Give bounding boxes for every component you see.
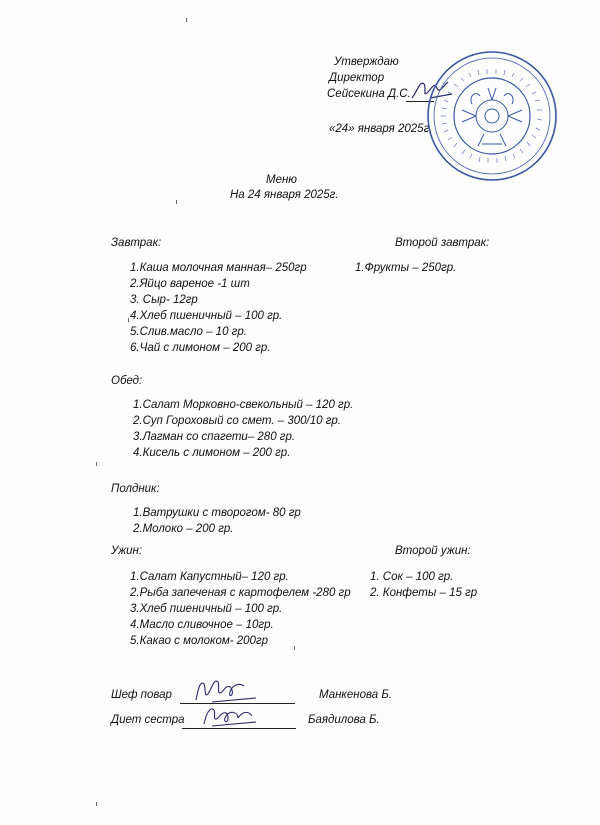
- approval-date: «24» января 2025г.: [329, 123, 433, 135]
- chef-name: Манкенова Б.: [319, 689, 393, 701]
- second-dinner-item: 1. Сок – 100 гр.: [370, 571, 454, 583]
- scan-speck: [96, 802, 97, 806]
- snack-label: Полдник:: [111, 483, 160, 495]
- lunch-item: 2.Суп Гороховый со смет. – 300/10 гр.: [133, 415, 341, 427]
- menu-title: Меню: [266, 174, 297, 186]
- official-seal: [424, 48, 560, 184]
- second-dinner-list: [370, 569, 477, 601]
- dinner-item: 3.Хлеб пшеничный – 100 гр.: [130, 603, 283, 615]
- breakfast-item: 5.Слив.масло – 10 гр.: [130, 326, 247, 338]
- chef-role: Шеф повар: [111, 689, 172, 701]
- lunch-item: 4.Кисель с лимоном – 200 гр.: [133, 447, 291, 459]
- dinner-list: [130, 569, 351, 649]
- breakfast-item: 4.Хлеб пшеничный – 100 гр.: [130, 310, 283, 322]
- second-breakfast-item: 1.Фрукты – 250гр.: [355, 262, 457, 274]
- dinner-label: Ужин:: [111, 545, 143, 557]
- dinner-item: 4.Масло сливочное – 10гр.: [130, 619, 274, 631]
- breakfast-list: [130, 260, 307, 356]
- dinner-item: 5.Какао с молоком- 200гр: [130, 635, 269, 647]
- menu-date: На 24 января 2025г.: [230, 189, 339, 201]
- scan-speck: [186, 18, 187, 22]
- scan-speck: [294, 646, 295, 650]
- dinner-item: 1.Салат Капустный– 120 гр.: [130, 571, 289, 583]
- dinner-item: 2.Рыба запеченая с картофелем -280 гр: [130, 587, 351, 599]
- nurse-name: Баядилова Б.: [308, 714, 380, 726]
- snack-list: [133, 505, 301, 537]
- approval-approve: Утверждаю: [334, 56, 399, 68]
- breakfast-item: 2.Яйцо вареное -1 шт: [130, 278, 250, 290]
- nurse-role: Диет сестра: [111, 714, 185, 726]
- second-dinner-item: 2. Конфеты – 15 гр: [370, 587, 478, 599]
- lunch-label: Обед:: [111, 375, 143, 387]
- breakfast-label: Завтрак:: [111, 237, 162, 249]
- snack-item: 1.Ватрушки с творогом- 80 гр: [133, 507, 301, 519]
- lunch-item: 1.Салат Морковно-свекольный – 120 гр.: [133, 399, 354, 411]
- approval-director-name: Сейсекина Д.С.: [327, 88, 411, 100]
- scan-speck: [96, 462, 97, 466]
- second-dinner-label: Второй ужин:: [395, 545, 471, 557]
- approval-position: Директор: [329, 72, 385, 84]
- scan-speck: [176, 200, 177, 204]
- breakfast-item: 3. Сыр- 12гр: [130, 294, 198, 306]
- scan-speck: [128, 318, 129, 322]
- second-breakfast-label: Второй завтрак:: [395, 237, 490, 249]
- breakfast-item: 1.Каша молочная манная– 250гр: [130, 262, 307, 274]
- nurse-signature: [198, 700, 262, 730]
- snack-item: 2.Молоко – 200 гр.: [133, 523, 234, 535]
- breakfast-item: 6.Чай с лимоном – 200 гр.: [130, 342, 271, 354]
- lunch-list: [133, 397, 353, 461]
- lunch-item: 3.Лагман со спагети– 280 гр.: [133, 431, 296, 443]
